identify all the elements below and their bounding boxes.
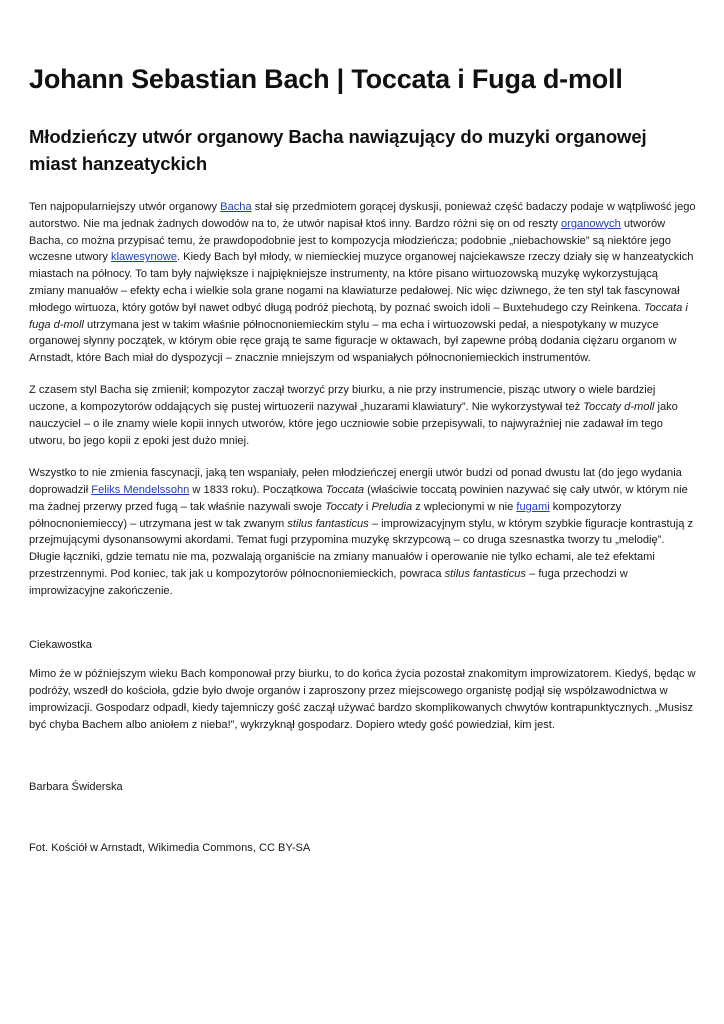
photo-credit: Fot. Kościół w Arnstadt, Wikimedia Commons, CC BY-SA: [29, 842, 311, 855]
paragraph-intro: [29, 199, 696, 367]
link-organowych[interactable]: organowych: [560, 217, 621, 230]
paragraph-style-change: [29, 382, 696, 449]
text-run: Z czasem styl Bacha się zmienił; kompozytor zaczął tworzyć przy biurku, a nie przy instrumencie, pisząc utwory o wiele bardziej uczone, a kompozytorów oddających się pustej wirtuozerii nazywał „huzarami klawiatury”. Nie wykorzystywał też: [29, 384, 656, 414]
italic-term: Toccata: [325, 483, 365, 496]
italic-term: Preludia: [371, 500, 413, 513]
text-run: i: [362, 500, 372, 513]
text-run: w 1833 roku). Początkowa: [189, 483, 326, 496]
italic-title: Toccata i fuga d-moll: [29, 301, 688, 331]
paragraph-fascination: [29, 465, 696, 599]
link-fugami[interactable]: fugami: [516, 500, 550, 513]
ciekawostka-text: Mimo że w późniejszym wieku Bach komponował przy biurku, to do końca życia pozostał znakomitym improwizatorem. Kiedyś, będąc w podróży, wszedł do kościoła, gdzie było dwoje organów i zaproszony przez miejscowego organistę podjął się współzawodnictwa w improwizacji. Gospodarz odpadł, kiedy tajemniczy gość zaczął używać bardzo skomplikowanych chwytów kontrapunktycznych. „Musisz być chyba Bachem albo aniołem z nieba!”, wykrzyknął gospodarz. Dopiero wtedy gość powiedział, kim jest.: [29, 668, 696, 731]
text-run: Wszystko to nie zmienia fascynacji, jaką ten wspaniały, pełen młodzieńczej energii utwór budzi od ponad dwustu lat (do jego wydania doprowadził: [29, 467, 682, 496]
text-run: . Kiedy Bach był młody, w niemieckiej muzyce organowej najciekawsze rzeczy działy się w hanzeatyckich miastach na północy. To tam były największe i najpiękniejsze instrumenty, na które pisano wirtuozowską muzykę wykorzystującą zmiany manuałów – efekty echa i wielkie sola grane nogami na klawiaturze pedałowej. Nic więc dziwnego, że ten styl tak fascynował młodego wirtuoza, który gotów był nawet odbyć długą podróż piechotą, by poznać swoich idoli – Buxtehudego czy Reinkena.: [29, 251, 694, 314]
text-run: stał się przedmiotem gorącej dyskusji, ponieważ część badaczy podaje w wątpliwość jego autorstwo. Nie ma jednak żadnych dowodów na to, że utwór napisał ktoś inny. Bardzo różni się on od reszty: [29, 201, 696, 230]
link-klawesynowe[interactable]: klawesynowe: [111, 251, 177, 264]
italic-term: stilus fantasticus: [287, 517, 369, 530]
author-name: Barbara Świderska: [29, 780, 123, 793]
italic-term: Toccaty: [324, 500, 363, 513]
text-run: Ten najpopularniejszy utwór organowy: [29, 201, 221, 213]
page-subtitle: Młodzieńczy utwór organowy Bacha nawiązujący do muzyki organowej miast hanzeatyckich: [29, 126, 647, 174]
text-run: – fuga przechodzi w improwizacyjne zakończenie.: [29, 567, 628, 597]
text-run: – improwizacyjnym stylu, w którym szybkie figuracje kontrastują z przejmującymi dysonansowymi akordami. Temat fugi przypomina muzykę skrzypcową – co druga szesnastka tworzy tu „melodię”. Długie łączniki, gdzie tematu nie ma, pozwalają organiście na zmiany manuałów i operowanie nie tylko echami, ale też efektami przestrzennymi. Pod koniec, tak jak u kompozytorów północnoniemieckich, powraca: [29, 517, 694, 580]
text-run: kompozytorzy północnoniemieccy) – utrzymana jest w tak zwanym: [29, 500, 622, 530]
ciekawostka-label: Ciekawostka: [29, 638, 92, 651]
link-feliks-mendelssohn[interactable]: Feliks Mendelssohn: [91, 483, 190, 496]
text-run: utrzymana jest w takim właśnie północnoniemieckim stylu – ma echa i wirtuozowski pedał, a niespotykany w muzyce organowej słynny początek, w którym obie ręce grają te same figuracje w oktawach, był zapewne próbą dodania ciężaru organom w Arnstadt, które Bach miał do dyspozycji – znacznie mniejszym od wspaniałych północnoniemieckich instrumentów.: [29, 318, 677, 365]
italic-title: Toccaty d-moll: [583, 401, 655, 414]
italic-term: stilus fantasticus: [444, 567, 526, 580]
text-run: utworów Bacha, co można przypisać temu, że prawdopodobnie jest to kompozycja młodzieńcza; podobnie „niebachowskie” są niektóre jego wczesne utwory: [29, 217, 671, 264]
text-run: jako nauczyciel – o ile znamy wiele kopii innych utworów, które jego uczniowie sobie przepisywali, to najwyraźniej nie zadawał im tego utworu, bo jego kopii z epoki jest dużo mniej.: [29, 401, 678, 447]
page-title: Johann Sebastian Bach | Toccata i Fuga d-moll: [29, 64, 623, 94]
link-bacha[interactable]: Bacha: [220, 201, 252, 213]
text-run: z wplecionymi w nie: [412, 500, 517, 513]
text-run: (właściwie toccatą powinien nazywać się cały utwór, w którym nie ma żadnej przerwy przed fugą – tak właśnie nazywali swoje: [29, 483, 688, 513]
